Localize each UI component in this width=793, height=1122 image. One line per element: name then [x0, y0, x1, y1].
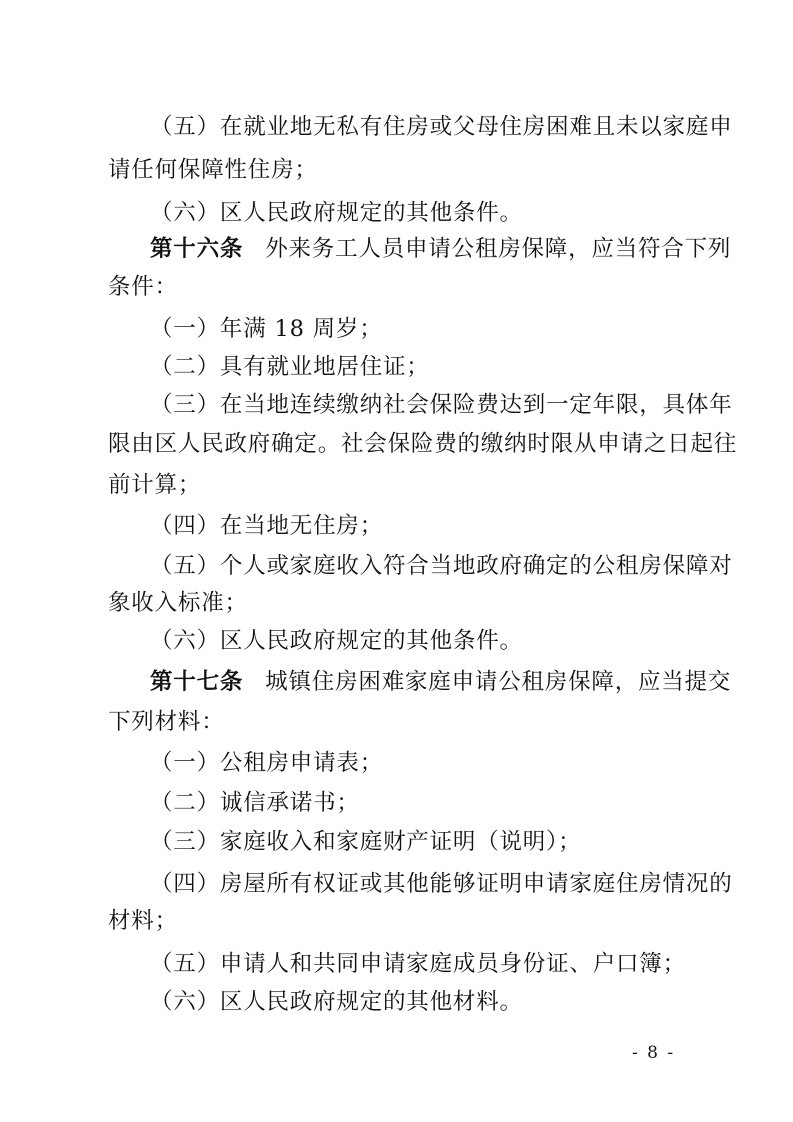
article-text: 城镇住房困难家庭申请公租房保障，应当提交: [265, 669, 732, 695]
paragraph-line: （五）申请人和共同申请家庭成员身份证、户口簿；: [150, 951, 686, 977]
paragraph-line: （四）房屋所有权证或其他能够证明申请家庭住房情况的: [150, 871, 733, 897]
paragraph-line: （六）区人民政府规定的其他材料。: [150, 989, 523, 1015]
article-text: 外来务工人员申请公租房保障，应当符合下列: [265, 236, 732, 262]
paragraph-line: （四）在当地无住房；: [150, 513, 384, 539]
paragraph-line: （二）诚信承诺书；: [150, 790, 360, 816]
paragraph-line: 象收入标准；: [108, 590, 248, 616]
page-number: - 8 -: [632, 1043, 676, 1063]
paragraph-line: （一）年满 18 周岁；: [150, 316, 383, 342]
paragraph-line: 请任何保障性住房；: [108, 157, 318, 183]
article-17-line: [150, 667, 750, 697]
paragraph-line: （二）具有就业地居住证；: [150, 354, 430, 380]
paragraph-line: （六）区人民政府规定的其他条件。: [150, 200, 523, 226]
paragraph-line: 材料；: [108, 908, 178, 934]
paragraph-line: （三）家庭收入和家庭财产证明（说明）；: [150, 829, 582, 855]
paragraph-line: （一）公租房申请表；: [150, 750, 384, 776]
paragraph-line: （五）在就业地无私有住房或父母住房困难且未以家庭申: [150, 114, 733, 140]
paragraph-line: 限由区人民政府确定。社会保险费的缴纳时限从申请之日起往: [108, 431, 738, 457]
article-heading: 第十六条: [150, 236, 244, 262]
paragraph-line: 条件：: [108, 274, 178, 300]
paragraph-line: （五）个人或家庭收入符合当地政府确定的公租房保障对: [150, 553, 733, 579]
article-heading: 第十七条: [150, 669, 244, 695]
paragraph-line: 下列材料：: [108, 709, 225, 735]
paragraph-line: （六）区人民政府规定的其他条件。: [150, 628, 523, 654]
paragraph-line: 前计算；: [108, 472, 202, 498]
article-16-line: [150, 234, 750, 264]
paragraph-line: （三）在当地连续缴纳社会保险费达到一定年限，具体年: [150, 392, 733, 418]
